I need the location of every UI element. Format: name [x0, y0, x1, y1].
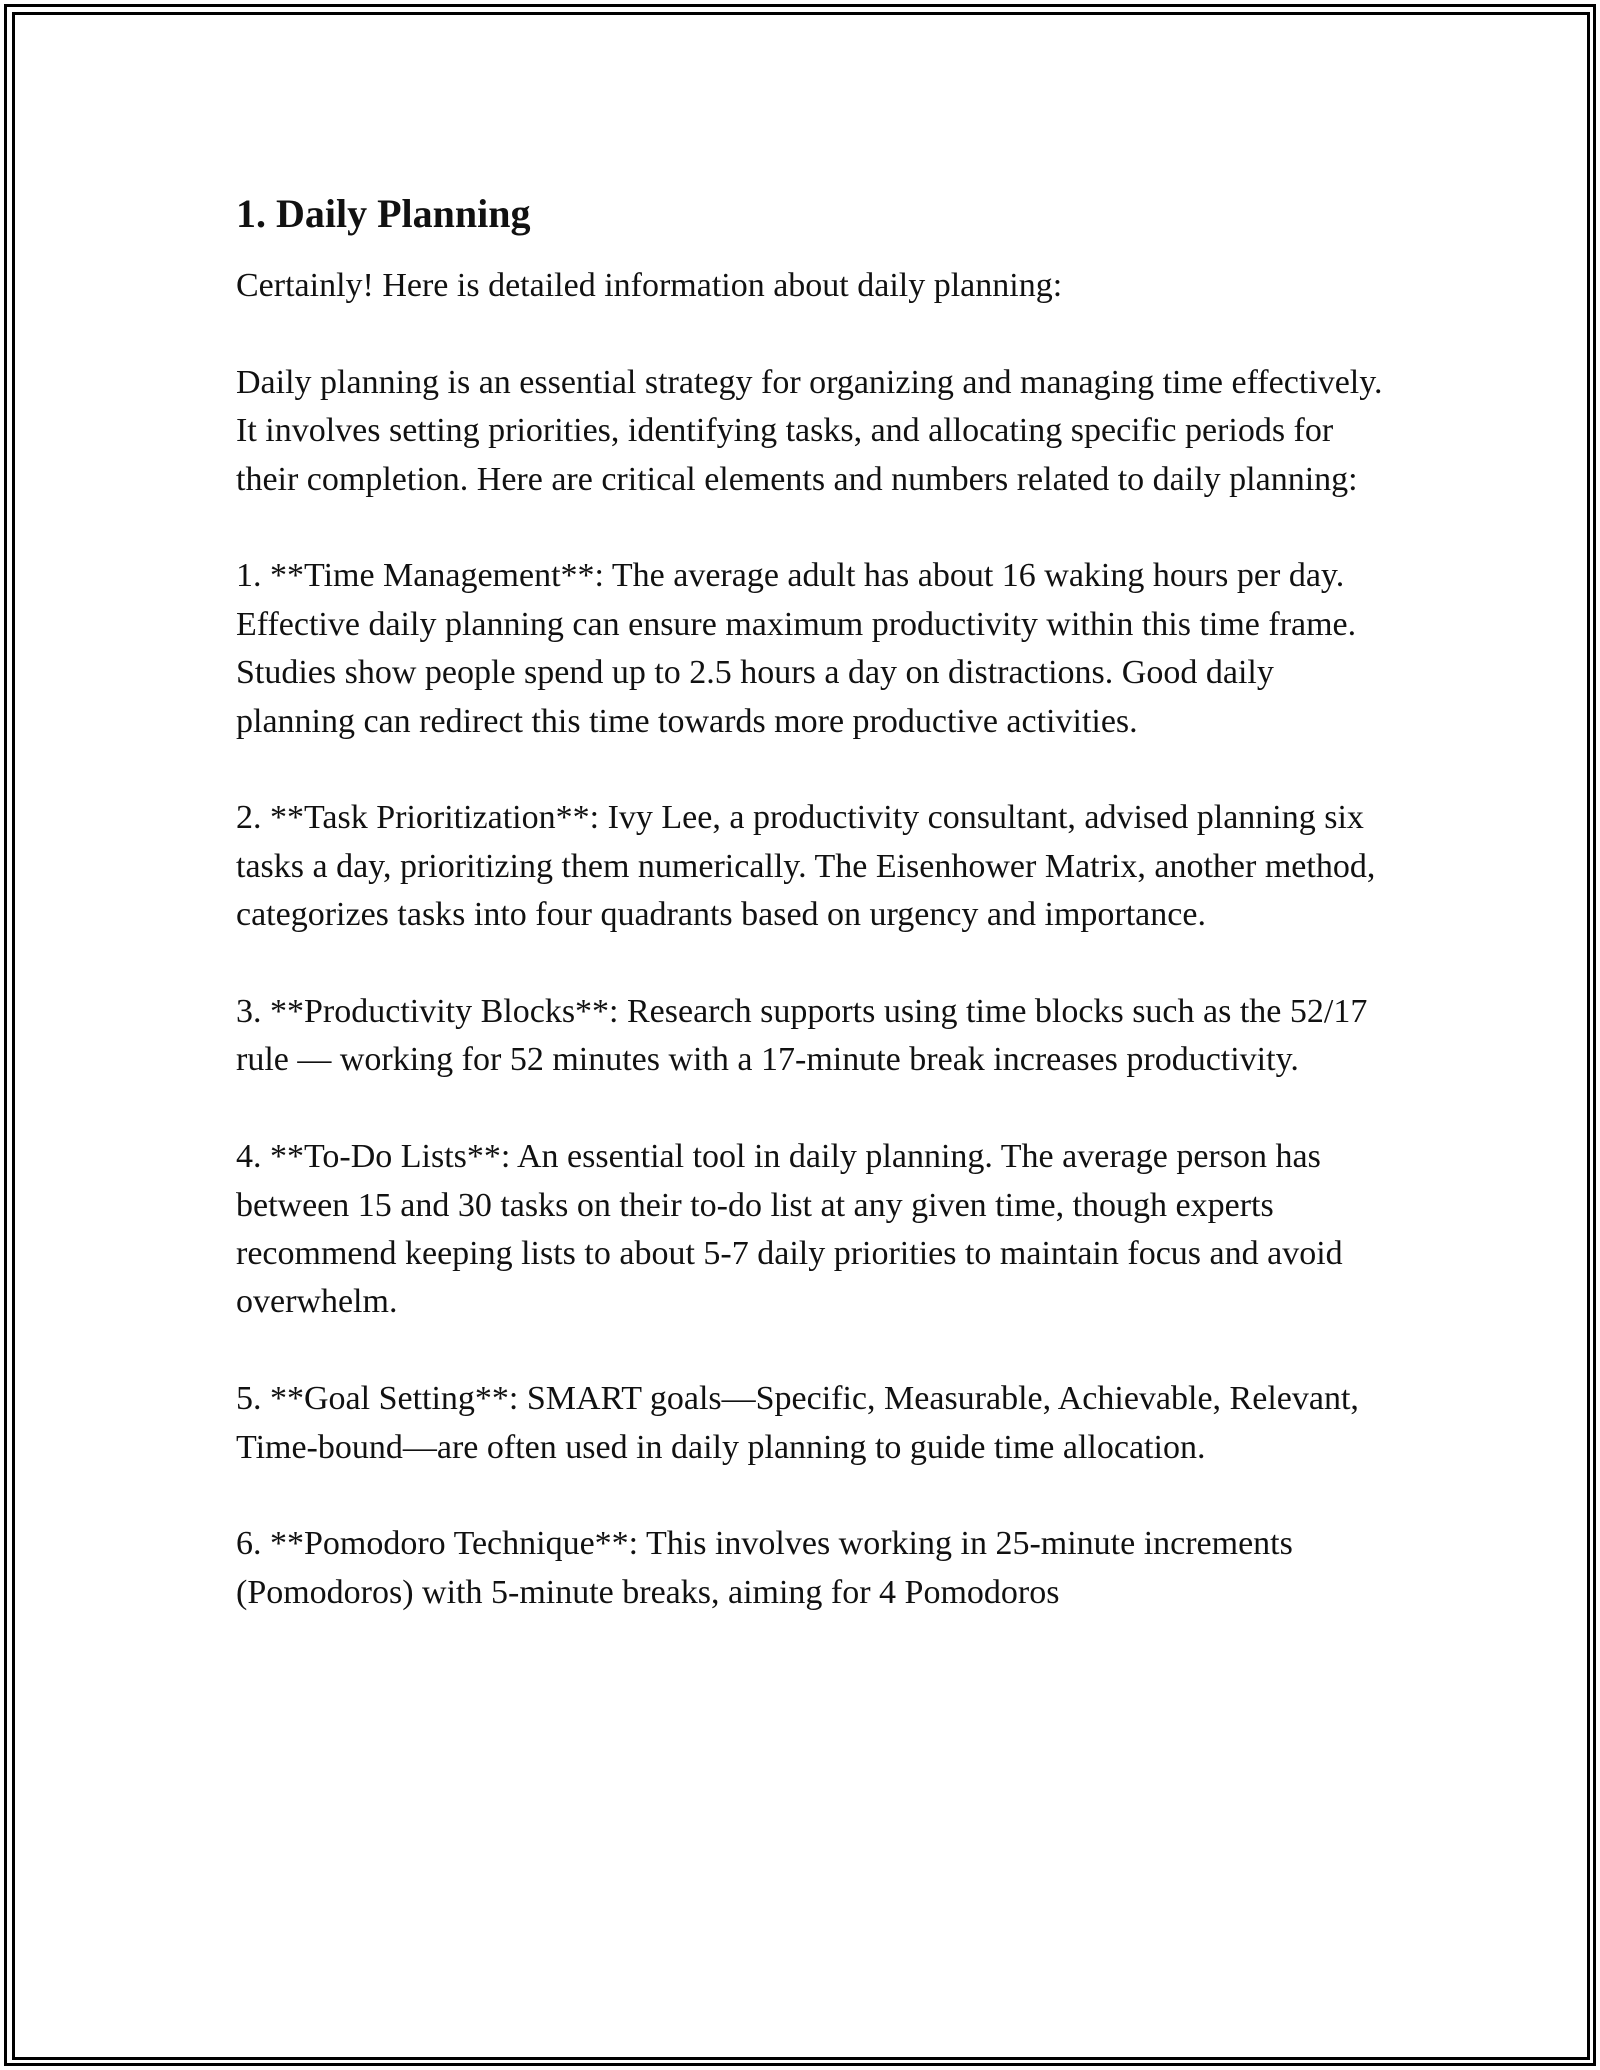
- intro-paragraph: Certainly! Here is detailed information about daily planning:: [236, 267, 1063, 304]
- section-heading: 1. Daily Planning: [236, 191, 531, 236]
- document-body: [236, 188, 1386, 1617]
- item-productivity-blocks: 3. **Productivity Blocks**: Research supports using time blocks such as the 52/17 rule — working for 52 minutes with a 17-minute break increases productivity.: [236, 993, 1368, 1079]
- item-time-management: 1. **Time Management**: The average adult has about 16 waking hours per day. Effective daily planning can ensure maximum productivity within this time frame. Studies show people spend up to 2.5 hours a day on distractions. Good daily planning can redirect this time towards more productive activities.: [236, 557, 1357, 740]
- item-task-prioritization: 2. **Task Prioritization**: Ivy Lee, a productivity consultant, advised planning six tasks a day, prioritizing them numerically. The Eisenhower Matrix, another method, categorizes tasks into four quadrants based on urgency and importance.: [236, 799, 1376, 934]
- overview-paragraph: Daily planning is an essential strategy for organizing and managing time effectively. It involves setting priorities, identifying tasks, and allocating specific periods for their completion. Here are critical elements and numbers related to daily planning:: [236, 363, 1383, 498]
- item-to-do-lists: 4. **To-Do Lists**: An essential tool in daily planning. The average person has between 15 and 30 tasks on their to-do list at any given time, though experts recommend keeping lists to about 5-7 daily priorities to maintain focus and avoid overwhelm.: [236, 1138, 1343, 1321]
- item-goal-setting: 5. **Goal Setting**: SMART goals—Specific, Measurable, Achievable, Relevant, Time-bound—are often used in daily planning to guide time allocation.: [236, 1380, 1359, 1466]
- item-pomodoro-technique: 6. **Pomodoro Technique**: This involves working in 25-minute increments (Pomodoros) with 5-minute breaks, aiming for 4 Pomodoros: [236, 1525, 1293, 1611]
